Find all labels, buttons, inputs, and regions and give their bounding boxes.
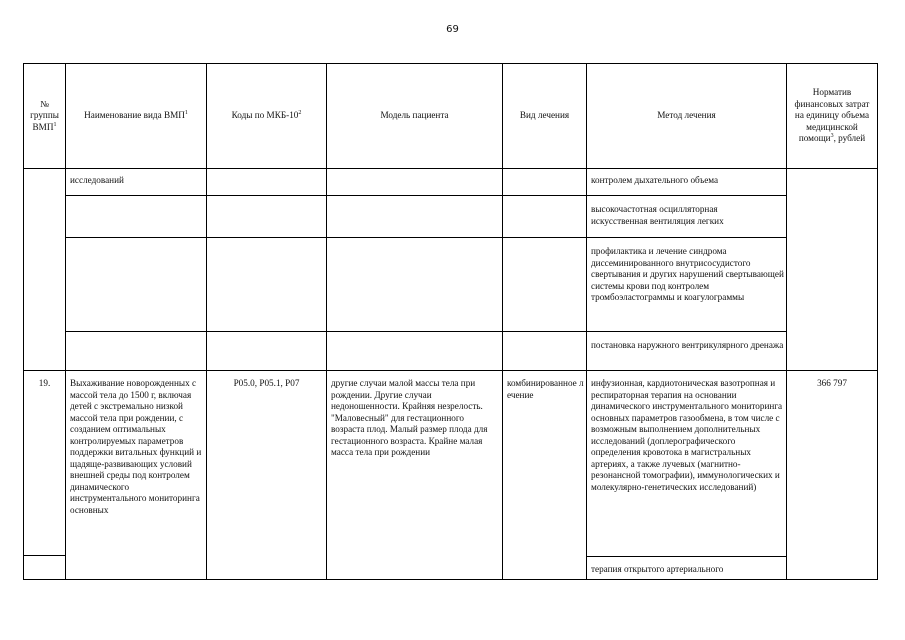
method-cell: контролем дыхательного объема	[591, 175, 719, 185]
header-treatment-type: Вид лечения	[519, 110, 570, 121]
header-mkb-codes: Коды по МКБ-$10^2$	[231, 110, 302, 121]
header-group-number: № группы ВМП$^1$	[30, 98, 59, 132]
mkb-codes-cell: P05.0, P05.1, P07	[233, 378, 300, 388]
method-cell: профилактика и лечение синдрома диссеминированного внутрисосудистого свертывания и других нарушений свертывающей системы крови под контролем тромбоэластограммы и коагулограммы	[591, 246, 784, 302]
continuation-vmp-name: исследований	[70, 175, 124, 185]
treatment-type-cell: комбинированное лечение	[507, 378, 584, 400]
header-treatment-method: Метод лечения	[657, 110, 716, 121]
header-vmp-name: Наименование вида ВМП$^1$	[84, 110, 188, 121]
header-patient-model: Модель пациента	[380, 110, 449, 121]
vmp-name-cell: Выхаживание новорожденных с массой тела до 1500 г, включая детей с экстремально низкой массой тела при рождении, с созданием оптимальных контролируемых параметров поддержки витальных функций и щадяще-развивающих условий внешней среды под контролем динамического инструментального мониторинга основных	[70, 378, 202, 515]
patient-model-cell: другие случаи малой массы тела при рождении. Другие случаи недоношенности. Крайняя незрелость. "Маловесный" для гестационного возраста плод. Малый размер плода для гестационного возраста. Крайне малая масса тела при рождении	[331, 378, 488, 457]
method-cell: терапия открытого артериального	[591, 564, 724, 574]
method-cell: постановка наружного вентрикулярного дренажа	[591, 340, 784, 350]
header-financial-norm: Норматив финансовых затрат на единицу объема медицинской помощи$^3$, рублей	[794, 87, 870, 144]
page-number: 69	[446, 24, 459, 35]
group-number: 19.	[38, 378, 51, 388]
method-cell: высокочастотная осцилляторная искусственная вентиляция легких	[591, 204, 724, 226]
method-cell: инфузионная, кардиотоническая вазотропная и респираторная терапия на основании динамического инструментального мониторинга основных параметров газообмена, в том числе с возможным выполнением дополнительных исследований (доплерографического определения кровотока в магистральных артериях, а также лучевых (магнитно-резонансной томографии), иммунологических и молекулярно-генетических исследований)	[591, 378, 783, 492]
financial-norm-cell: 366 797	[817, 378, 847, 388]
